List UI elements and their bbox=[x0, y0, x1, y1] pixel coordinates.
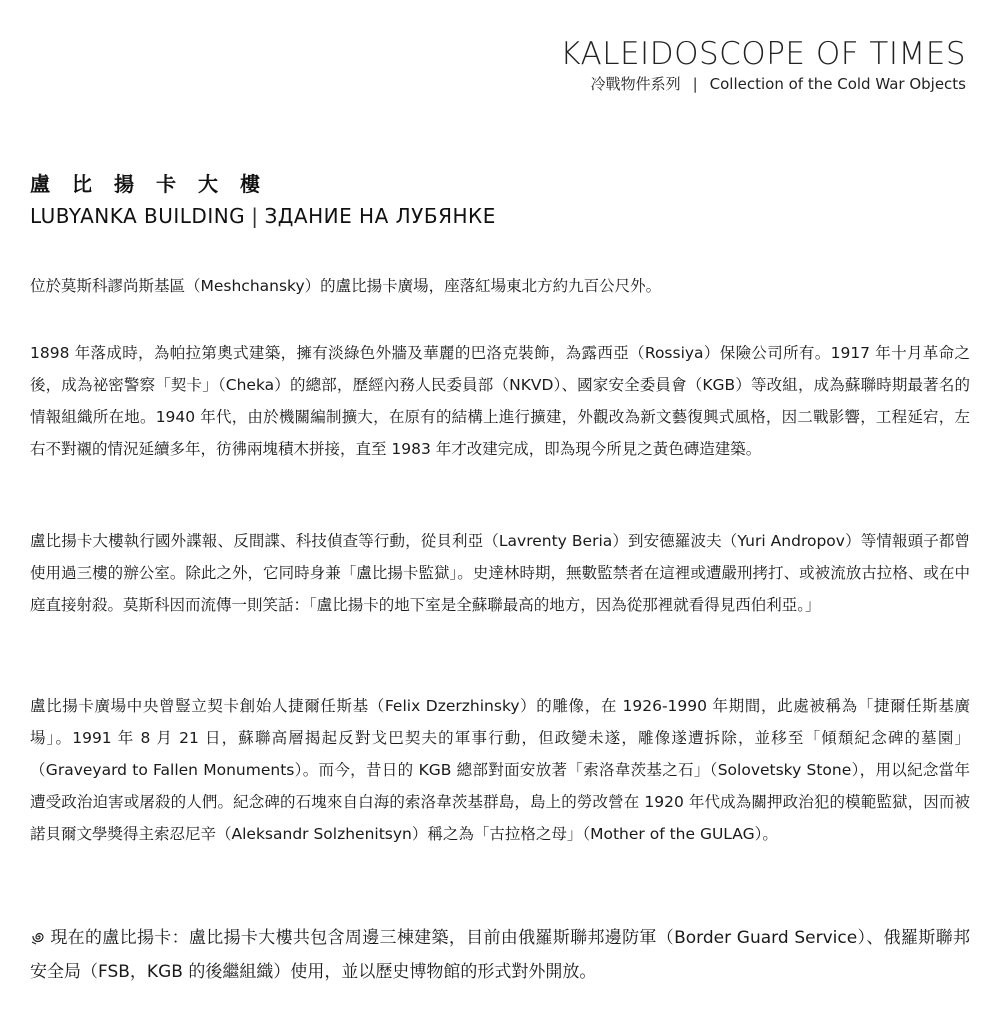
brand-subtitle bbox=[560, 74, 966, 94]
paragraph-present-text: 現在的盧比揚卡：盧比揚卡大樓共包含周邊三棟建築，目前由俄羅斯聯邦邊防軍（Border Guard Service）、俄羅斯聯邦安全局（FSB，KGB 的後繼組織）使用，並以歷史博物館的形式對外開放。 bbox=[30, 928, 970, 982]
brand-title: KALEIDOSCOPE OF TIMES bbox=[560, 36, 966, 72]
brand-header bbox=[560, 36, 966, 94]
brand-subtitle-zh: 冷戰物件系列 bbox=[590, 75, 681, 93]
brand-subtitle-en: Collection of the Cold War Objects bbox=[709, 75, 966, 93]
heading-title-ru: ЗДАНИЕ НА ЛУБЯНКЕ bbox=[264, 204, 496, 228]
heading-title-en: LUBYANKA BUILDING bbox=[30, 204, 246, 228]
brand-separator: | bbox=[692, 75, 698, 93]
spiral-icon bbox=[30, 924, 48, 942]
paragraph-history: 1898 年落成時，為帕拉第奧式建築，擁有淡綠色外牆及華麗的巴洛克裝飾，為露西亞（Rossiya）保險公司所有。1917 年十月革命之後，成為祕密警察「契卡」（Cheka）的總部，歷經內務人民委員部（NKVD）、國家安全委員會（KGB）等改組，成為蘇聯時期最著名的情報組織所在地。1940 年代，由於機關編制擴大，在原有的結構上進行擴建，外觀改為新文藝復興式風格，因二戰影響，工程延宕，左右不對襯的情況延續多年，彷彿兩塊積木拼接，直至 1983 年才改建完成，即為現今所見之黃色磚造建築。 bbox=[30, 344, 970, 458]
article-heading bbox=[30, 170, 496, 230]
paragraph-location: 位於莫斯科謬尚斯基區（Meshchansky）的盧比揚卡廣場，座落紅場東北方約九百公尺外。 bbox=[30, 277, 662, 295]
paragraph-square: 盧比揚卡廣場中央曾豎立契卡創始人捷爾任斯基（Felix Dzerzhinsky）的雕像，在 1926-1990 年期間，此處被稱為「捷爾任斯基廣場」。1991 年 8 月 21 日，蘇聯高層揭起反對戈巴契夫的軍事行動，但政變未遂，雕像遂遭拆除，並移至「傾頹紀念碑的墓園」（Graveyard to Fallen Monuments）。而今，昔日的 KGB 總部對面安放著「索洛韋茨基之石」（Solovetsky Stone），用以紀念當年遭受政治迫害或屠殺的人們。紀念碑的石塊來自白海的索洛韋茨基群島，島上的勞改營在 1920 年代成為關押政治犯的模範監獄，因而被諾貝爾文學獎得主索忍尼辛（Aleksandr Solzhenitsyn）稱之為「古拉格之母」（Mother of the GULAG）。 bbox=[30, 697, 970, 843]
heading-separator: | bbox=[251, 204, 259, 228]
heading-title-en-ru bbox=[30, 202, 496, 230]
paragraph-operations: 盧比揚卡大樓執行國外諜報、反間諜、科技偵查等行動，從貝利亞（Lavrenty Beria）到安德羅波夫（Yuri Andropov）等情報頭子都曾使用過三樓的辦公室。除此之外，它同時身兼「盧比揚卡監獄」。史達林時期，無數監禁者在這裡或遭嚴刑拷打、或被流放古拉格、或在中庭直接射殺。莫斯科因而流傳一則笑話：「盧比揚卡的地下室是全蘇聯最高的地方，因為從那裡就看得見西伯利亞。」 bbox=[30, 532, 970, 614]
heading-title-zh: 盧比揚卡大樓 bbox=[30, 172, 282, 196]
paragraph-present bbox=[30, 921, 970, 989]
